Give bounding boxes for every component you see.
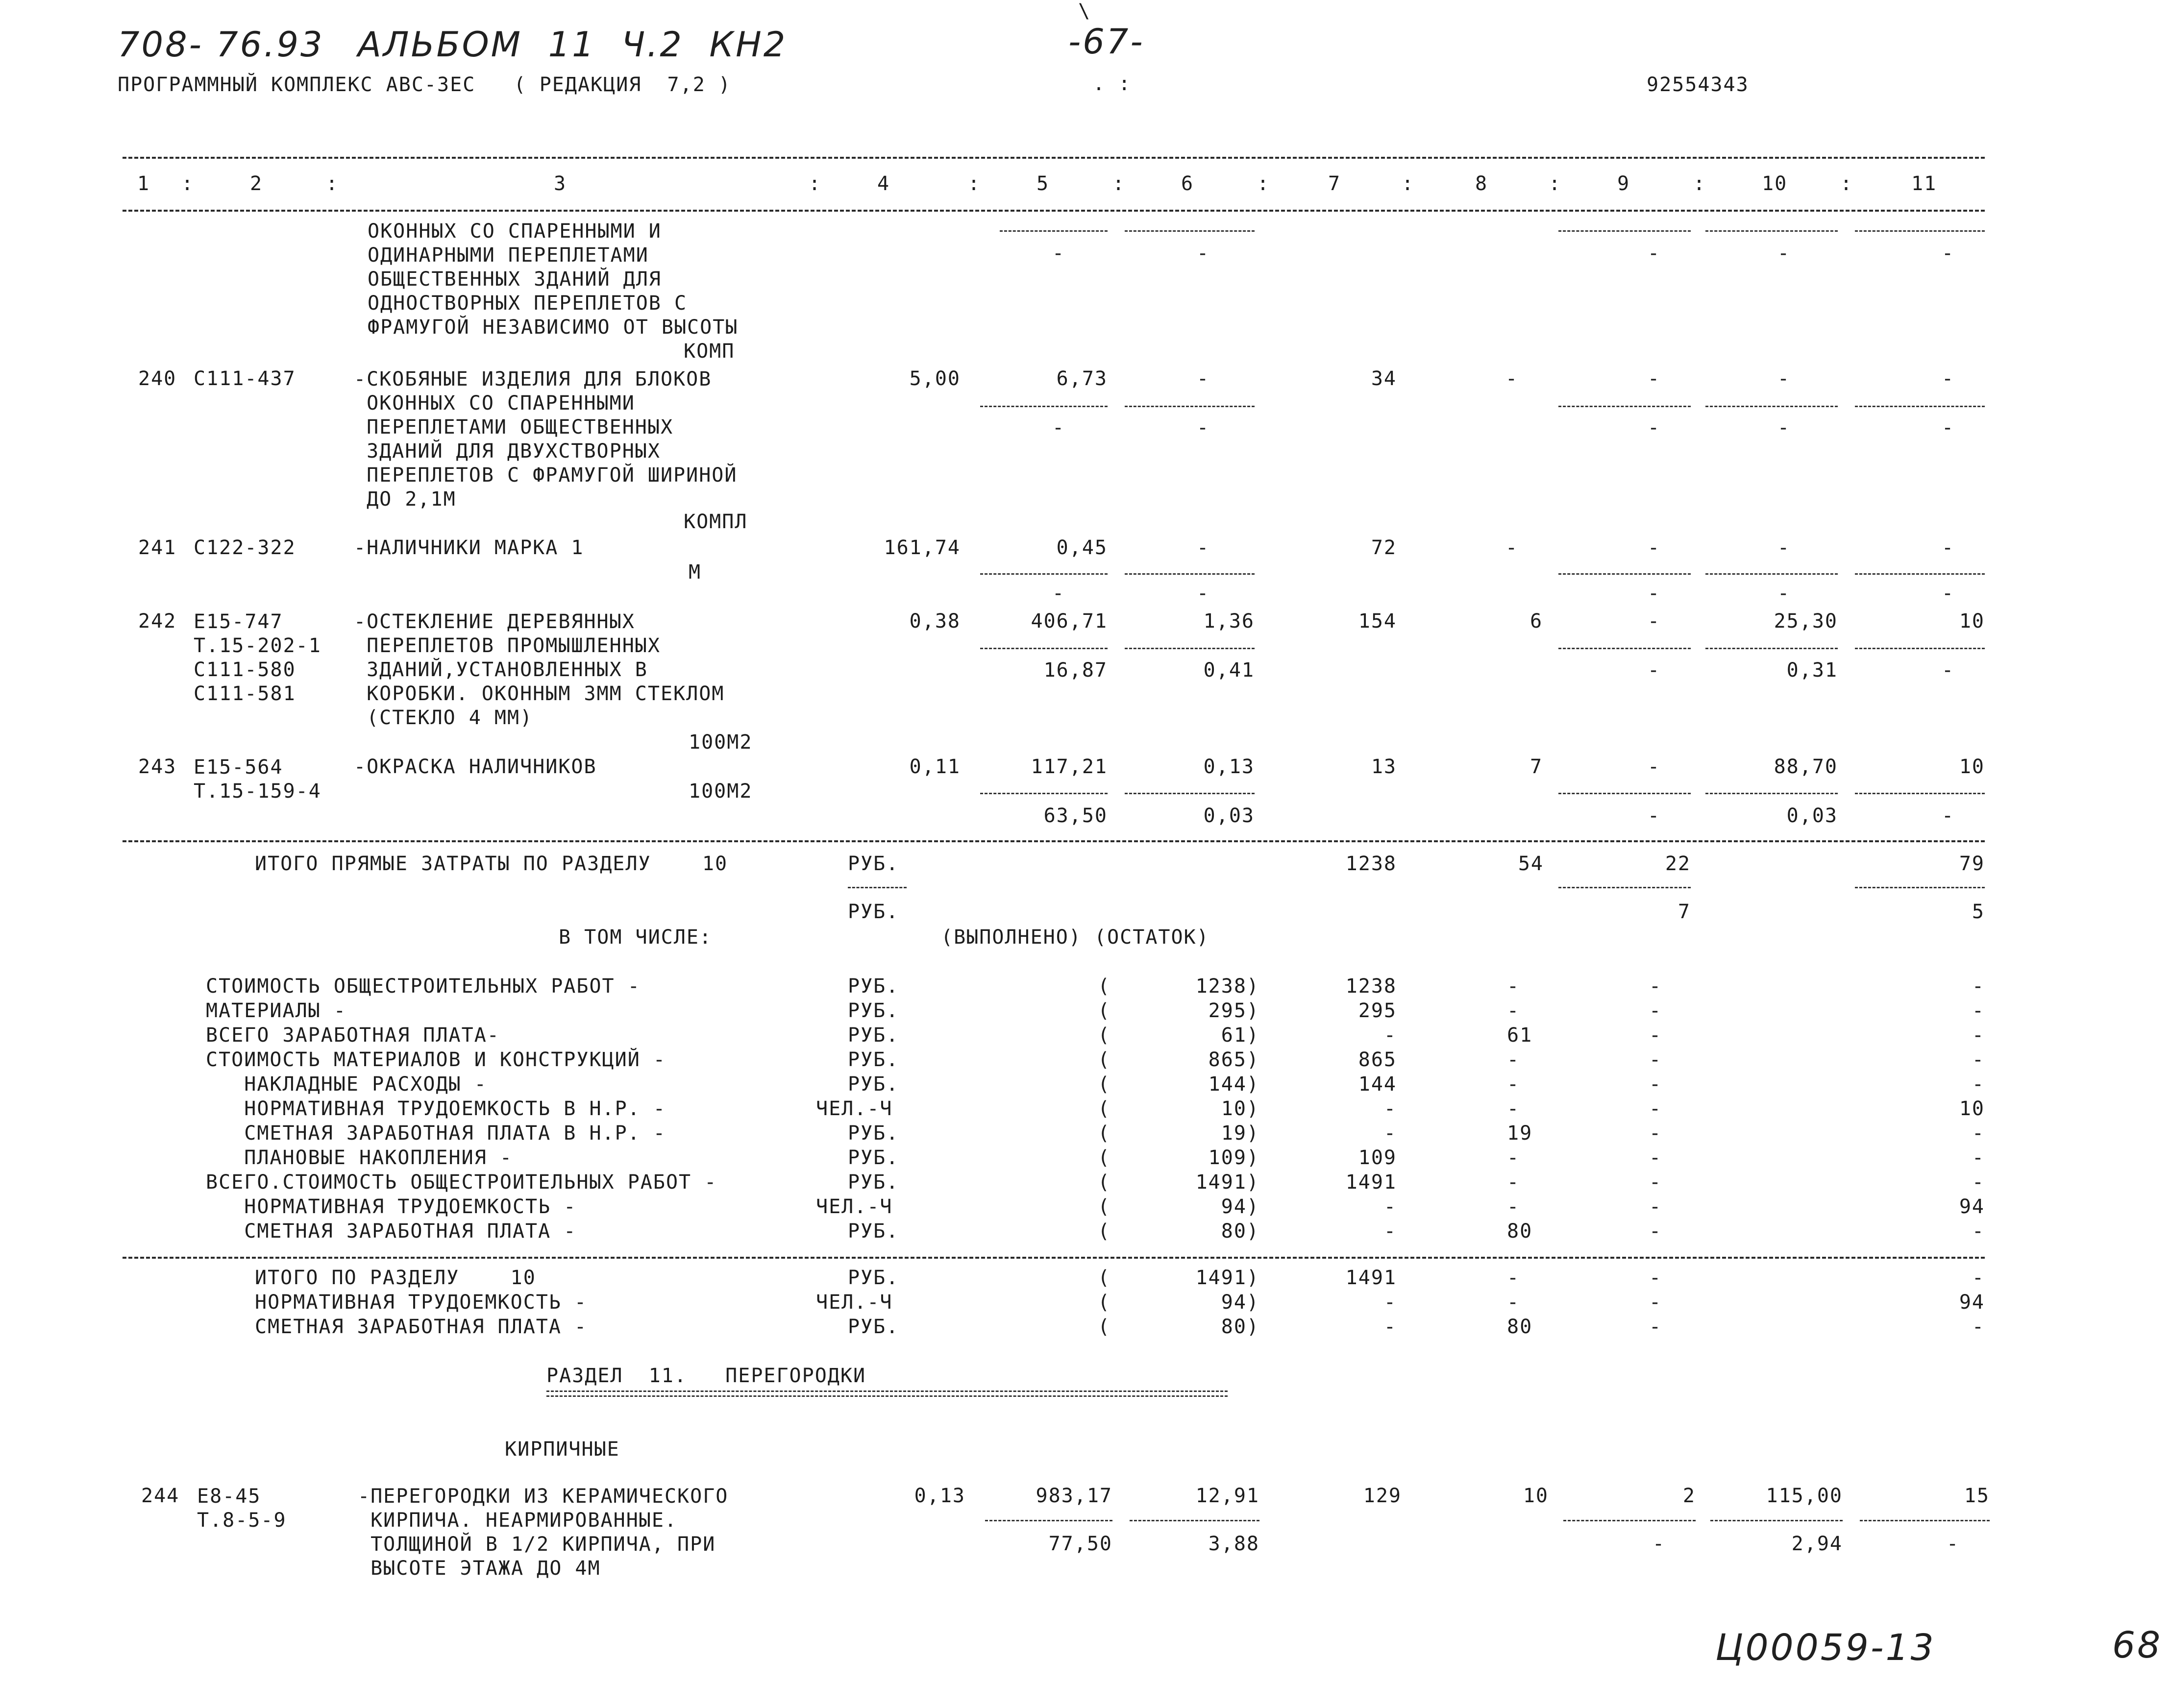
item-value: 1238) xyxy=(1195,975,1259,998)
cell-c6: - xyxy=(1196,367,1210,390)
cell-c9: - xyxy=(1649,1000,1662,1022)
col-sep: : xyxy=(1693,172,1706,195)
item-label: СТОИМОСТЬ ОБЩЕСТРОИТЕЛЬНЫХ РАБОТ - xyxy=(206,975,641,998)
item-value: 10) xyxy=(1221,1098,1259,1120)
cell-rule xyxy=(1125,406,1255,407)
cell-rule xyxy=(1558,648,1691,649)
row-code: Е15-564 Т.15-159-4 xyxy=(194,756,321,803)
cell-rule xyxy=(1705,230,1838,232)
col-5: 5 xyxy=(1036,172,1050,195)
item-label: ИТОГО ПО РАЗДЕЛУ 10 xyxy=(255,1267,536,1289)
cell-c11: 10 xyxy=(1959,756,1985,778)
cell-c8: - xyxy=(1507,1267,1520,1289)
cell-c7: 144 xyxy=(1358,1073,1397,1096)
paren-open: ( xyxy=(1098,1291,1111,1314)
cell-c11b: - xyxy=(1941,582,1955,605)
cell-c8: - xyxy=(1507,1098,1520,1120)
item-unit: ЧЕЛ.-Ч xyxy=(816,1098,893,1120)
item-value: 865) xyxy=(1208,1049,1259,1071)
cell-c8: - xyxy=(1507,1000,1520,1022)
cell-c11: 5 xyxy=(1972,901,1985,923)
item-label: ВСЕГО.СТОИМОСТЬ ОБЩЕСТРОИТЕЛЬНЫХ РАБОТ - xyxy=(206,1171,717,1194)
cell-c9: - xyxy=(1649,1122,1662,1145)
col-4: 4 xyxy=(877,172,890,195)
cell-c11: - xyxy=(1972,975,1985,998)
rule-top xyxy=(123,157,1985,159)
cell-c7: 13 xyxy=(1371,756,1397,778)
cell-rule xyxy=(980,573,1108,575)
cell-rule xyxy=(1710,1520,1843,1521)
cell-c8: - xyxy=(1507,1196,1520,1218)
cell-c5: 983,17 xyxy=(1036,1485,1112,1507)
item-unit: РУБ. xyxy=(848,1073,899,1096)
row-description: -ОКРАСКА НАЛИЧНИКОВ xyxy=(354,756,597,778)
item-value: 80) xyxy=(1221,1316,1259,1338)
cell-rule xyxy=(980,406,1108,407)
cell-rule xyxy=(1558,887,1691,888)
cell-c10: 88,70 xyxy=(1774,756,1838,778)
cell-rule xyxy=(1000,230,1108,232)
cell-c10: 115,00 xyxy=(1766,1485,1843,1507)
row-number: 243 xyxy=(138,756,177,778)
cell-c8: - xyxy=(1505,367,1519,390)
col-sep: : xyxy=(1112,172,1126,195)
cell-rule xyxy=(980,648,1108,649)
cell-c9: - xyxy=(1649,1291,1662,1314)
row-unit: 100М2 xyxy=(689,780,753,803)
col-11: 11 xyxy=(1911,172,1937,195)
item-unit: РУБ. xyxy=(848,1122,899,1145)
handwritten-page-number: -67- xyxy=(1068,22,1145,62)
cell-rule xyxy=(985,1520,1112,1521)
cell-c6b: - xyxy=(1196,416,1210,439)
row-code: Е8-45 Т.8-5-9 xyxy=(197,1485,287,1532)
cell-c11: 15 xyxy=(1964,1485,1990,1507)
item-label: ПЛАНОВЫЕ НАКОПЛЕНИЯ - xyxy=(206,1147,513,1169)
cell-c5b: 16,87 xyxy=(1043,659,1108,682)
cell-c7: - xyxy=(1383,1122,1397,1145)
cell-c9: - xyxy=(1649,1171,1662,1194)
row-code: С111-437 xyxy=(194,367,296,390)
item-value: 295) xyxy=(1208,1000,1259,1022)
program-line: ПРОГРАММНЫЙ КОМПЛЕКС АВС-3ЕС ( РЕДАКЦИЯ 7,2 ) xyxy=(118,73,731,96)
col-sep: : xyxy=(968,172,981,195)
item-value: 1491) xyxy=(1195,1171,1259,1194)
cell-c5: 0,45 xyxy=(1056,537,1108,559)
cell-c4: 161,74 xyxy=(884,537,961,559)
handwritten-album: АЛЬБОМ 11 Ч.2 КН2 xyxy=(358,24,788,65)
cell-c9: - xyxy=(1647,537,1661,559)
col-sep: : xyxy=(809,172,822,195)
cell-c11: - xyxy=(1972,1267,1985,1289)
item-unit: РУБ. xyxy=(848,975,899,998)
paren-open: ( xyxy=(1098,1024,1111,1047)
cell-c11: - xyxy=(1972,1073,1985,1096)
cell-c9: - xyxy=(1649,1024,1662,1047)
cell-c8: 80 xyxy=(1507,1220,1533,1243)
cell-c6: 1,36 xyxy=(1203,610,1255,633)
cell-c4: 0,13 xyxy=(914,1485,965,1507)
row-description: -НАЛИЧНИКИ МАРКА 1 xyxy=(354,537,584,559)
cell-c5b: 63,50 xyxy=(1043,805,1108,827)
item-value: 94) xyxy=(1221,1291,1259,1314)
cell-c10b: - xyxy=(1777,416,1791,439)
col-10: 10 xyxy=(1762,172,1788,195)
cell-rule xyxy=(1860,1520,1990,1521)
row-number: 244 xyxy=(141,1485,180,1507)
cell-c9: - xyxy=(1649,1073,1662,1096)
cell-c8: - xyxy=(1507,1171,1520,1194)
cell-c9b: - xyxy=(1647,416,1661,439)
cell-c7: - xyxy=(1383,1316,1397,1338)
col-7: 7 xyxy=(1328,172,1341,195)
item-unit: ЧЕЛ.-Ч xyxy=(816,1196,893,1218)
row-description: ОКОННЫХ СО СПАРЕННЫМИ И ОДИНАРНЫМИ ПЕРЕПЛЕТАМИ ОБЩЕСТВЕННЫХ ЗДАНИЙ ДЛЯ ОДНОСТВОРНЫХ ПЕРЕПЛЕТОВ С ФРАМУГОЙ НЕЗАВИСИМО ОТ ВЫСОТЫ xyxy=(368,220,739,339)
handwritten-archive-code: Ц00059-13 xyxy=(1715,1627,1936,1669)
cell-c11: - xyxy=(1972,1024,1985,1047)
cell-c9: - xyxy=(1647,756,1661,778)
cell-c7: 129 xyxy=(1363,1485,1402,1507)
row-code: Е15-747 Т.15-202-1 С111-580 С111-581 xyxy=(194,610,321,705)
cell-c11: - xyxy=(1972,1000,1985,1022)
cell-c7: 72 xyxy=(1371,537,1397,559)
item-value: 1491) xyxy=(1195,1267,1259,1289)
row-number: 242 xyxy=(138,610,177,633)
item-label: МАТЕРИАЛЫ - xyxy=(206,1000,346,1022)
cell-c11b: - xyxy=(1946,1533,1960,1555)
unit-rub: РУБ. xyxy=(848,853,899,875)
row-unit: 100М2 xyxy=(689,731,753,754)
item-value: 144) xyxy=(1208,1073,1259,1096)
cell-c10b: - xyxy=(1777,582,1791,605)
cell-rule xyxy=(1125,230,1255,232)
handwritten-sheet-number: 68 xyxy=(2112,1624,2163,1666)
row-unit: КОМП xyxy=(684,340,735,363)
paren-open: ( xyxy=(1098,1049,1111,1071)
cell-c7: 1238 xyxy=(1345,975,1397,998)
cell-c9: - xyxy=(1647,610,1661,633)
cell-c9b: - xyxy=(1647,582,1661,605)
row-number: 241 xyxy=(138,537,177,559)
cell-c7: - xyxy=(1383,1291,1397,1314)
row-code: С122-322 xyxy=(194,537,296,559)
paren-open: ( xyxy=(1098,1122,1111,1145)
item-value: 80) xyxy=(1221,1220,1259,1243)
cell-c8: - xyxy=(1507,975,1520,998)
cell-c9: - xyxy=(1649,1196,1662,1218)
cell-c7: 109 xyxy=(1358,1147,1397,1169)
cell-rule xyxy=(1130,1520,1259,1521)
col-sep: : xyxy=(1257,172,1270,195)
cell-c5b: - xyxy=(1052,582,1065,605)
row-description: -СКОБЯНЫЕ ИЗДЕЛИЯ ДЛЯ БЛОКОВ ОКОННЫХ СО СПАРЕННЫМИ ПЕРЕПЛЕТАМИ ОБЩЕСТВЕННЫХ ЗДАНИЙ ДЛЯ ДВУХСТВОРНЫХ ПЕРЕПЛЕТОВ С ФРАМУГОЙ ШИРИНОЙ ДО 2,1М xyxy=(354,368,738,511)
cell-c6b: - xyxy=(1196,582,1210,605)
cell-c6b: 0,03 xyxy=(1203,805,1255,827)
paren-open: ( xyxy=(1098,1171,1111,1194)
cell-c6: 0,13 xyxy=(1203,756,1255,778)
cell-c11: 94 xyxy=(1959,1196,1985,1218)
cell-c10: 25,30 xyxy=(1774,610,1838,633)
cell-rule xyxy=(1855,648,1985,649)
cell-c11: 79 xyxy=(1959,853,1985,875)
cell-c9b: - xyxy=(1647,242,1661,265)
cell-rule xyxy=(980,793,1108,794)
doc-id: 92554343 xyxy=(1647,73,1749,96)
cell-c5: 117,21 xyxy=(1031,756,1108,778)
cell-c10b: 0,03 xyxy=(1786,805,1838,827)
cell-c11: - xyxy=(1941,537,1955,559)
cell-rule xyxy=(1558,793,1691,794)
row-unit: КОМПЛ xyxy=(684,511,748,533)
col-3: 3 xyxy=(554,172,567,195)
cell-rule xyxy=(1705,793,1838,794)
cell-c10b: - xyxy=(1777,242,1791,265)
cell-c7: 34 xyxy=(1371,367,1397,390)
item-label: НАКЛАДНЫЕ РАСХОДЫ - xyxy=(206,1073,487,1096)
cell-rule xyxy=(1855,887,1985,888)
cell-c5: 406,71 xyxy=(1031,610,1108,633)
item-unit: РУБ. xyxy=(848,1000,899,1022)
cell-c11: 10 xyxy=(1959,610,1985,633)
col-sep: : xyxy=(1840,172,1853,195)
cell-c10b: 2,94 xyxy=(1791,1533,1843,1555)
cell-rule xyxy=(1125,648,1255,649)
cell-c7: - xyxy=(1383,1024,1397,1047)
cell-c9b: - xyxy=(1647,659,1661,682)
cell-c7: 1491 xyxy=(1345,1267,1397,1289)
cell-c8: 10 xyxy=(1523,1485,1549,1507)
cell-c11: 94 xyxy=(1959,1291,1985,1314)
cell-c9: - xyxy=(1649,1267,1662,1289)
cell-c8: 61 xyxy=(1507,1024,1533,1047)
cell-c8: 6 xyxy=(1530,610,1543,633)
cell-c4: 0,38 xyxy=(909,610,961,633)
cell-c6b: 3,88 xyxy=(1208,1533,1259,1555)
paren-open: ( xyxy=(1098,1196,1111,1218)
section-title-underline xyxy=(546,1391,1228,1397)
item-unit: РУБ. xyxy=(848,1049,899,1071)
item-unit: РУБ. xyxy=(848,1171,899,1194)
paren-open: ( xyxy=(1098,1073,1111,1096)
cell-c11: - xyxy=(1941,367,1955,390)
cell-c9: - xyxy=(1649,1316,1662,1338)
item-label: СМЕТНАЯ ЗАРАБОТНАЯ ПЛАТА - xyxy=(206,1220,577,1243)
handwritten-doc-number: 708- 76.93 xyxy=(118,24,324,65)
cell-c6: - xyxy=(1196,537,1210,559)
cell-c8: - xyxy=(1507,1049,1520,1071)
cell-c10: - xyxy=(1777,537,1791,559)
rule-section-total xyxy=(123,1257,1985,1259)
col-6: 6 xyxy=(1181,172,1194,195)
row-description: -ПЕРЕГОРОДКИ ИЗ КЕРАМИЧЕСКОГО КИРПИЧА. НЕАРМИРОВАННЫЕ. ТОЛЩИНОЙ В 1/2 КИРПИЧА, ПРИ ВЫСОТЕ ЭТАЖА ДО 4М xyxy=(358,1485,729,1580)
cell-rule xyxy=(1705,406,1838,407)
cell-c9: - xyxy=(1649,975,1662,998)
cell-rule xyxy=(1125,573,1255,575)
cell-c9b: - xyxy=(1647,805,1661,827)
col-sep: : xyxy=(326,172,339,195)
col-1: 1 xyxy=(137,172,150,195)
cell-c9: - xyxy=(1649,1049,1662,1071)
rule-section-totals xyxy=(123,840,1985,842)
cell-c5b: 77,50 xyxy=(1048,1533,1112,1555)
unit-rub: РУБ. xyxy=(848,901,899,923)
row-unit: М xyxy=(689,561,702,584)
item-unit: РУБ. xyxy=(848,1316,899,1338)
cell-c11: - xyxy=(1972,1171,1985,1194)
cell-c11b: - xyxy=(1941,805,1955,827)
cell-c7: 1491 xyxy=(1345,1171,1397,1194)
cell-rule xyxy=(1855,406,1985,407)
cell-rule xyxy=(1855,230,1985,232)
cell-rule xyxy=(1125,793,1255,794)
cell-c6b: 0,41 xyxy=(1203,659,1255,682)
top-mark: \ xyxy=(1078,0,1091,23)
paren-open: ( xyxy=(1098,1267,1111,1289)
cell-c5: 6,73 xyxy=(1056,367,1108,390)
cell-c7: - xyxy=(1383,1220,1397,1243)
item-label: СТОИМОСТЬ МАТЕРИАЛОВ И КОНСТРУКЦИЙ - xyxy=(206,1049,666,1071)
item-value: 94) xyxy=(1221,1196,1259,1218)
cell-c7: 154 xyxy=(1358,610,1397,633)
done-rest-label: (ВЫПОЛНЕНО) (ОСТАТОК) xyxy=(941,926,1209,949)
cell-c9: - xyxy=(1647,367,1661,390)
including-label: В ТОМ ЧИСЛЕ: xyxy=(559,926,712,949)
section-title: РАЗДЕЛ 11. ПЕРЕГОРОДКИ xyxy=(546,1365,866,1387)
cell-c8: - xyxy=(1507,1147,1520,1169)
cell-rule xyxy=(848,887,907,888)
section-subtitle: КИРПИЧНЫЕ xyxy=(505,1438,620,1461)
item-label: НОРМАТИВНАЯ ТРУДОЕМКОСТЬ В Н.Р. - xyxy=(206,1098,666,1120)
cell-c5b: - xyxy=(1052,242,1065,265)
small-mark: . : xyxy=(1093,73,1132,95)
item-value: 19) xyxy=(1221,1122,1259,1145)
item-label: СМЕТНАЯ ЗАРАБОТНАЯ ПЛАТА В Н.Р. - xyxy=(206,1122,666,1145)
cell-c4: 5,00 xyxy=(909,367,961,390)
cell-c4: 0,11 xyxy=(909,756,961,778)
item-unit: ЧЕЛ.-Ч xyxy=(816,1291,893,1314)
item-label: НОРМАТИВНАЯ ТРУДОЕМКОСТЬ - xyxy=(206,1196,577,1218)
item-value: 109) xyxy=(1208,1147,1259,1169)
cell-c11: - xyxy=(1972,1147,1985,1169)
paren-open: ( xyxy=(1098,1000,1111,1022)
col-9: 9 xyxy=(1617,172,1630,195)
col-sep: : xyxy=(181,172,195,195)
direct-costs-label: ИТОГО ПРЯМЫЕ ЗАТРАТЫ ПО РАЗДЕЛУ 10 xyxy=(255,853,728,875)
cell-c11b: - xyxy=(1941,242,1955,265)
cell-c8: - xyxy=(1507,1291,1520,1314)
cell-rule xyxy=(1558,573,1691,575)
item-unit: РУБ. xyxy=(848,1024,899,1047)
cell-c8: 7 xyxy=(1530,756,1543,778)
cell-c7: - xyxy=(1383,1196,1397,1218)
item-unit: РУБ. xyxy=(848,1147,899,1169)
item-label: ВСЕГО ЗАРАБОТНАЯ ПЛАТА- xyxy=(206,1024,500,1047)
cell-c7: - xyxy=(1383,1098,1397,1120)
cell-c8: 19 xyxy=(1507,1122,1533,1145)
rule-header-bottom xyxy=(123,210,1985,212)
cell-c7: 865 xyxy=(1358,1049,1397,1071)
item-value: 61) xyxy=(1221,1024,1259,1047)
cell-c5b: - xyxy=(1052,416,1065,439)
row-description: -ОСТЕКЛЕНИЕ ДЕРЕВЯННЫХ ПЕРЕПЛЕТОВ ПРОМЫШЛЕННЫХ ЗДАНИЙ,УСТАНОВЛЕННЫХ В КОРОБКИ. ОКОННЫМ 3ММ СТЕКЛОМ (СТЕКЛО 4 ММ) xyxy=(354,610,725,729)
cell-c11: - xyxy=(1972,1220,1985,1243)
cell-c10b: 0,31 xyxy=(1786,659,1838,682)
cell-c9b: - xyxy=(1652,1533,1666,1555)
cell-c9: 2 xyxy=(1682,1485,1696,1507)
cell-c11b: - xyxy=(1941,416,1955,439)
cell-rule xyxy=(1558,406,1691,407)
paren-open: ( xyxy=(1098,1098,1111,1120)
cell-rule xyxy=(1705,648,1838,649)
item-label: СМЕТНАЯ ЗАРАБОТНАЯ ПЛАТА - xyxy=(255,1316,588,1338)
cell-rule xyxy=(1705,573,1838,575)
cell-c9: 22 xyxy=(1665,853,1691,875)
paren-open: ( xyxy=(1098,975,1111,998)
col-8: 8 xyxy=(1475,172,1488,195)
cell-c10: - xyxy=(1777,367,1791,390)
item-unit: РУБ. xyxy=(848,1220,899,1243)
cell-c9: - xyxy=(1649,1147,1662,1169)
cell-c6b: - xyxy=(1196,242,1210,265)
cell-c9: - xyxy=(1649,1220,1662,1243)
cell-c9: 7 xyxy=(1678,901,1691,923)
cell-c8: - xyxy=(1507,1073,1520,1096)
cell-rule xyxy=(1558,230,1691,232)
row-number: 240 xyxy=(138,367,177,390)
cell-c11: - xyxy=(1972,1049,1985,1071)
cell-c7: 295 xyxy=(1358,1000,1397,1022)
cell-c8: - xyxy=(1505,537,1519,559)
cell-c6: 12,91 xyxy=(1195,1485,1259,1507)
cell-c11: - xyxy=(1972,1122,1985,1145)
item-label: НОРМАТИВНАЯ ТРУДОЕМКОСТЬ - xyxy=(255,1291,588,1314)
paren-open: ( xyxy=(1098,1220,1111,1243)
cell-c11b: - xyxy=(1941,659,1955,682)
paren-open: ( xyxy=(1098,1147,1111,1169)
cell-c11: - xyxy=(1972,1316,1985,1338)
cell-c8: 80 xyxy=(1507,1316,1533,1338)
cell-c8: 54 xyxy=(1518,853,1544,875)
cell-rule xyxy=(1563,1520,1696,1521)
paren-open: ( xyxy=(1098,1316,1111,1338)
cell-c7: 1238 xyxy=(1345,853,1397,875)
col-sep: : xyxy=(1402,172,1415,195)
cell-rule xyxy=(1855,573,1985,575)
cell-c11: 10 xyxy=(1959,1098,1985,1120)
col-2: 2 xyxy=(250,172,263,195)
item-unit: РУБ. xyxy=(848,1267,899,1289)
cell-rule xyxy=(1855,793,1985,794)
cell-c9: - xyxy=(1649,1098,1662,1120)
col-sep: : xyxy=(1549,172,1562,195)
